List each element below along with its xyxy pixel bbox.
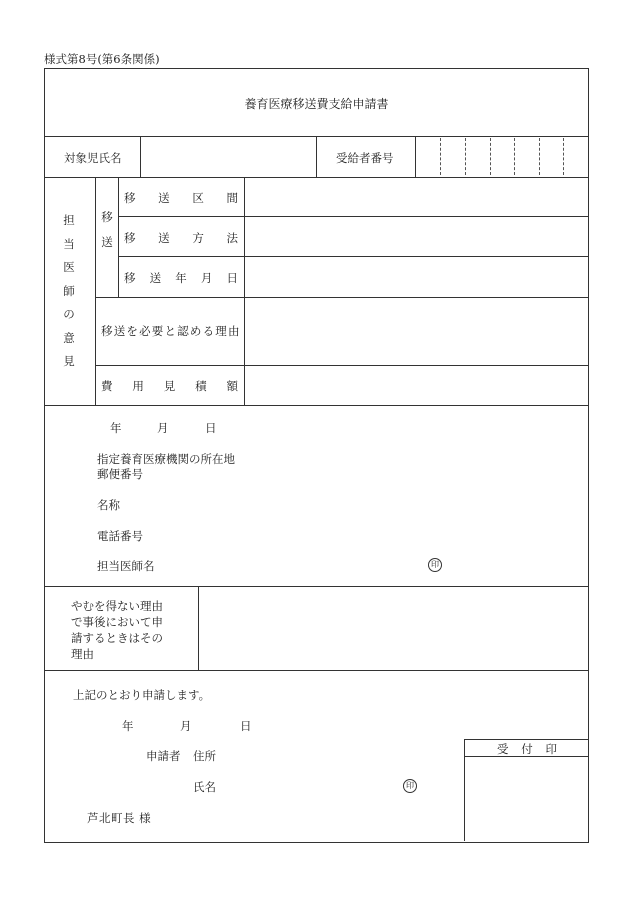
divider xyxy=(44,670,588,671)
divider xyxy=(44,405,588,406)
divider xyxy=(464,739,588,740)
child-name-field[interactable] xyxy=(141,137,316,177)
postal-code-label: 郵便番号 xyxy=(97,467,143,481)
transfer-method-field[interactable] xyxy=(245,217,587,256)
transfer-reason-label: 移送を必要と認める理由 xyxy=(101,324,241,338)
divider xyxy=(316,136,317,177)
estimated-cost-field[interactable] xyxy=(245,366,587,405)
divider xyxy=(95,177,96,405)
recipient-number-field[interactable] xyxy=(416,137,587,177)
institution-address-label: 指定養育医療機関の所在地 xyxy=(97,452,235,466)
applicant-name-label: 氏名 xyxy=(193,780,216,794)
estimated-cost-label: 費 用 見 積 額 xyxy=(101,379,238,393)
reception-stamp-label: 受 付 印 xyxy=(497,742,557,756)
seal-icon: 印 xyxy=(428,558,442,572)
doctor-date-year: 年 xyxy=(110,421,122,435)
transfer-section-field[interactable] xyxy=(245,178,587,216)
late-reason-line: やむを得ない理由 xyxy=(71,599,163,613)
transfer-reason-field[interactable] xyxy=(245,298,587,365)
applicant-label: 申請者 xyxy=(146,749,181,763)
recipient-number-label: 受給者番号 xyxy=(336,151,394,165)
reception-stamp-area xyxy=(465,757,587,841)
phone-label: 電話番号 xyxy=(97,529,143,543)
divider xyxy=(118,177,119,297)
late-reason-field[interactable] xyxy=(199,587,587,670)
doctor-name-label: 担当医師名 xyxy=(97,559,155,573)
seal-icon: 印 xyxy=(403,779,417,793)
doctor-date-day: 日 xyxy=(205,421,217,435)
transfer-section-label: 移 送 区 間 xyxy=(124,191,238,205)
form-number: 様式第8号(第6条関係) xyxy=(44,52,160,66)
form-title: 養育医療移送費支給申請書 xyxy=(244,97,389,111)
application-date-year: 年 xyxy=(122,719,134,733)
application-date-month: 月 xyxy=(180,719,192,733)
application-date-day: 日 xyxy=(240,719,252,733)
late-reason-line: で事後において申 xyxy=(71,615,163,629)
doctor-date-month: 月 xyxy=(157,421,169,435)
addressee: 芦北町長 様 xyxy=(87,811,152,825)
doctor-opinion-label: 担 当 医 師 の 意 見 xyxy=(63,213,75,368)
transfer-label: 移 送 xyxy=(101,210,113,249)
transfer-method-label: 移 送 方 法 xyxy=(124,231,238,245)
late-reason-line: 理由 xyxy=(71,647,94,661)
address-label: 住所 xyxy=(193,749,216,763)
institution-name-label: 名称 xyxy=(97,498,120,512)
late-reason-line: 請するときはその xyxy=(71,631,163,645)
transfer-date-label: 移 送 年 月 日 xyxy=(124,271,238,285)
transfer-date-field[interactable] xyxy=(245,257,587,297)
child-name-label: 対象児氏名 xyxy=(64,151,122,165)
declaration-text: 上記のとおり申請します。 xyxy=(73,688,211,702)
